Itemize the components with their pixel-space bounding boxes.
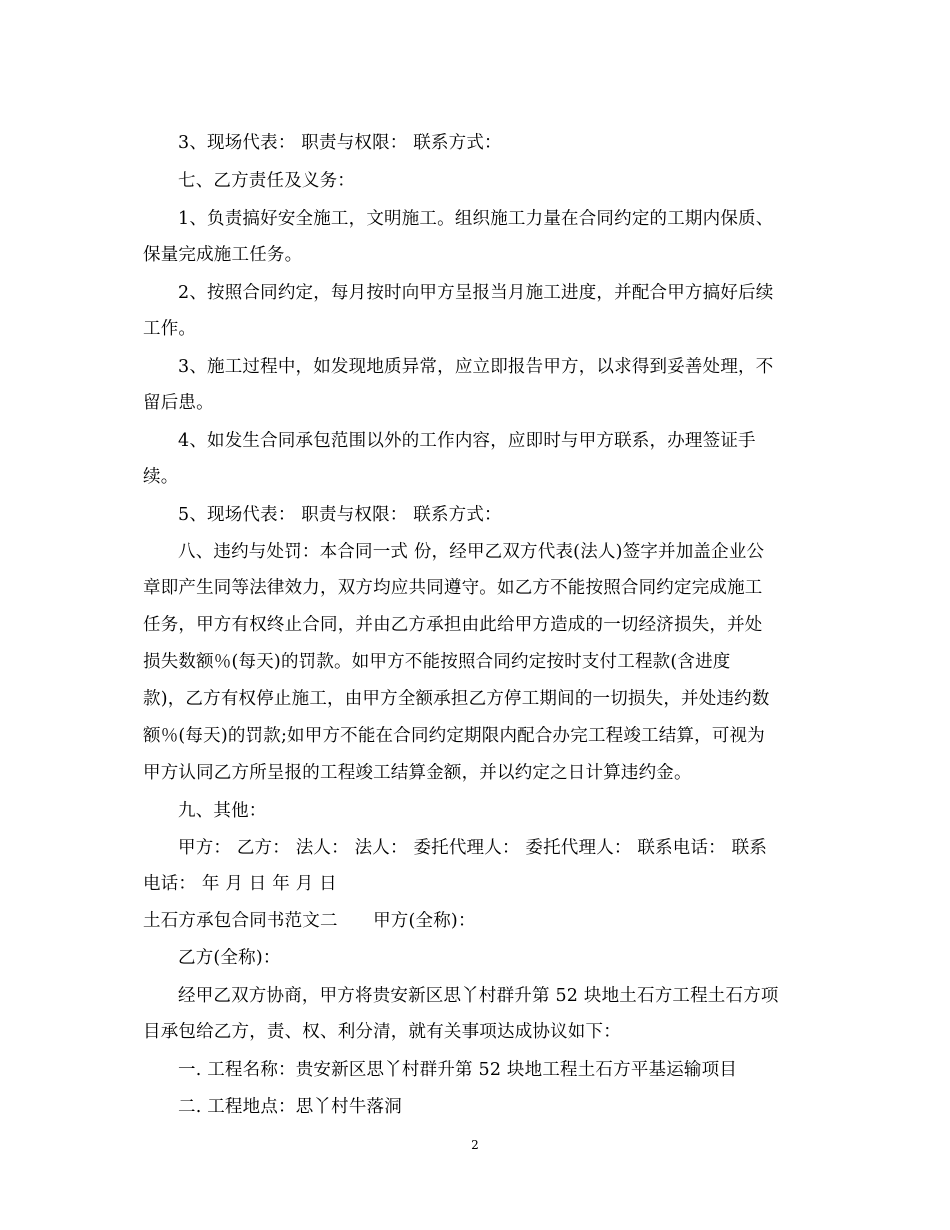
text-line: 一. 工程名称：贵安新区思丫村群升第 52 块地工程土石方平基运输项目 [178, 1060, 738, 1080]
text-line: 电话： 年 月 日 年 月 日 [143, 874, 337, 894]
text-line: 4、如发生合同承包范围以外的工作内容，应即时与甲方联系，办理签证手 [178, 431, 756, 451]
text-line: 损失数额％(每天)的罚款。如甲方不能按照合同约定按时支付工程款(含进度 [143, 652, 731, 672]
text-line: 款)，乙方有权停止施工，由甲方全额承担乙方停工期间的一切损失，并处违约数 [143, 689, 770, 709]
text-line: 甲方： 乙方： 法人： 法人： 委托代理人： 委托代理人： 联系电话： 联系 [178, 838, 768, 858]
section-heading: 八、违约与处罚：本合同一式 份，经甲乙双方代表(法人)签字并加盖企业公 [178, 542, 765, 562]
text-line: 乙方(全称)： [178, 948, 281, 968]
text-line: 3、现场代表： 职责与权限： 联系方式： [178, 133, 502, 153]
text-line: 甲方认同乙方所呈报的工程竣工结算金额，并以约定之日计算违约金。 [143, 763, 692, 783]
text-line: 留后患。 [143, 393, 214, 413]
section-heading: 七、乙方责任及义务： [178, 171, 355, 191]
text-line: 任务，甲方有权终止合同，并由乙方承担由此给甲方造成的一切经济损失，并处 [143, 615, 763, 635]
text-line: 二. 工程地点：思丫村牛落洞 [178, 1097, 402, 1117]
text-line: 1、负责搞好安全施工，文明施工。组织施工力量在合同约定的工期内保质、 [178, 209, 774, 229]
text-line: 续。 [143, 467, 179, 487]
text-line: 5、现场代表： 职责与权限： 联系方式： [178, 505, 502, 525]
text-line: 工作。 [143, 319, 197, 339]
text-line: 额％(每天)的罚款;如甲方不能在合同约定期限内配合办完工程竣工结算，可视为 [143, 726, 765, 746]
section-heading: 九、其他： [178, 801, 267, 821]
document-title: 土石方承包合同书范文二 甲方(全称)： [143, 911, 476, 931]
text-line: 经甲乙双方协商，甲方将贵安新区思丫村群升第 52 块地土石方工程土石方项 [178, 986, 779, 1006]
page-number: 2 [471, 1138, 479, 1152]
text-line: 章即产生同等法律效力，双方均应共同遵守。如乙方不能按照合同约定完成施工 [143, 578, 763, 598]
text-line: 3、施工过程中，如发现地质异常，应立即报告甲方，以求得到妥善处理，不 [178, 357, 774, 377]
text-line: 保量完成施工任务。 [143, 245, 303, 265]
text-line: 目承包给乙方，责、权、利分清，就有关事项达成协议如下： [143, 1022, 621, 1042]
text-line: 2、按照合同约定，每月按时向甲方呈报当月施工进度，并配合甲方搞好后续 [178, 283, 774, 303]
